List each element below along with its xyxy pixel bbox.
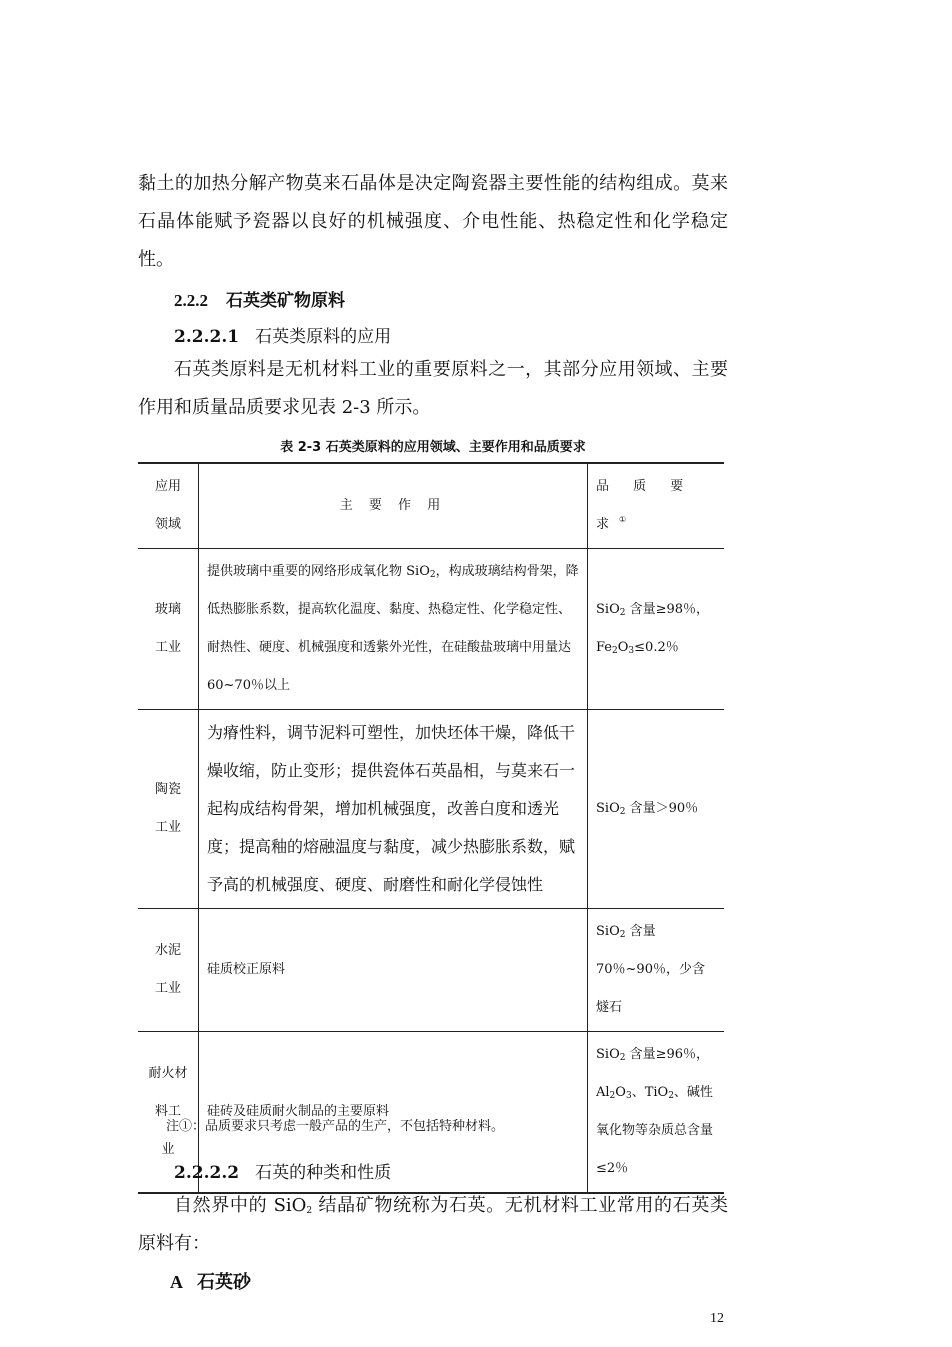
- field-line2: 工业: [154, 640, 181, 655]
- quality-cell: SiO$_2$ 含量＞90％: [588, 710, 725, 909]
- table-footnote: 注①：品质要求只考虑一般产品的生产，不包括特种材料。: [166, 1119, 505, 1134]
- field-cell: [138, 710, 199, 909]
- quality-line: $Fe_2O_3\le 0.2$％: [596, 640, 679, 656]
- section-number: A: [170, 1272, 183, 1292]
- quartz-applications-table: [138, 462, 724, 1194]
- section-title: 石英类矿物原料: [226, 291, 345, 311]
- section-number: 2.2.2.2: [174, 1163, 240, 1183]
- table-header-row: [138, 463, 724, 549]
- section-heading-2-2-2-2: [174, 1158, 391, 1183]
- quality-cell: SiO$_2$ 含量 70％~90％，少含燧石: [588, 909, 725, 1032]
- role-cell: 硅砖及硅质耐火制品的主要原料: [199, 1032, 588, 1194]
- quality-cell: [588, 549, 725, 710]
- quality-line: SiO$_2$ 含量≥96％，: [596, 1047, 710, 1063]
- role-cell: 硅质校正原料: [199, 909, 588, 1032]
- page-number: 12: [710, 1311, 724, 1326]
- field-line1: 耐火材: [148, 1066, 188, 1081]
- field-line1: 陶瓷: [154, 782, 181, 797]
- section-title: 石英类原料的应用: [255, 327, 392, 347]
- section-title: 石英砂: [197, 1272, 251, 1293]
- field-line3: 业: [161, 1142, 175, 1157]
- quality-cell: [588, 1032, 725, 1194]
- subscript: 2: [429, 570, 436, 580]
- header-quality-text: 品 质 要 求: [596, 479, 694, 532]
- subscript: 2: [306, 1206, 313, 1216]
- field-cell: [138, 909, 199, 1032]
- section-title: 石英的种类和性质: [255, 1163, 392, 1183]
- role-text-cont: ，构成玻璃结构骨架，降低热膨胀系数，提高软化温度、黏度、热稳定性、化学稳定性、耐热性、硬度、机械强度和透紫外光性，在硅酸盐玻璃中用量达 60~70％以上: [207, 564, 579, 693]
- header-quality: [588, 463, 725, 549]
- applications-paragraph: 石英类原料是无机材料工业的重要原料之一，其部分应用领域、主要作用和质量品质要求见表 2-3 所示。: [138, 359, 728, 418]
- section-heading-2-2-2: [174, 286, 345, 311]
- section-number: 2.2.2.1: [174, 327, 240, 347]
- field-line1: 玻璃: [154, 602, 181, 617]
- role-cell: 为瘠性料，调节泥料可塑性，加快坯体干燥，降低干燥收缩，防止变形；提供瓷体石英晶相，与莫来石一起构成结构骨架，增加机械强度，改善白度和透光度；提高釉的熔融温度与黏度，减少热膨胀系数，赋予高的机械强度、硬度、耐磨性和耐化学侵蚀性: [199, 710, 588, 909]
- section-number: 2.2.2: [174, 291, 208, 310]
- table-row: [138, 549, 724, 710]
- role-cell: [199, 549, 588, 710]
- section-heading-2-2-2-1: [174, 322, 391, 347]
- field-line2: 工业: [154, 981, 181, 996]
- header-field-line1: 应用: [154, 479, 181, 494]
- header-field-line2: 领域: [154, 517, 181, 532]
- quartz-paragraph: 自然界中的 SiO$_2$ 结晶矿物统称为石英。无机材料工业常用的石英类原料有：: [138, 1195, 728, 1254]
- quality-line: $Al_2O_3$、TiO$_2$、碱性氧化物等杂质总含量≤2％: [596, 1085, 714, 1176]
- role-text: 提供玻璃中重要的网络形成氧化物 SiO: [207, 564, 430, 579]
- intro-paragraph: 黏土的加热分解产物莫来石晶体是决定陶瓷器主要性能的结构组成。莫来石晶体能赋予瓷器以良好的机械强度、介电性能、热稳定性和化学稳定性。: [138, 173, 728, 270]
- table-caption: 表 2-3 石英类原料的应用领域、主要作用和品质要求: [280, 440, 586, 455]
- table-row: [138, 909, 724, 1032]
- table-row: [138, 710, 724, 909]
- header-field: [138, 463, 199, 549]
- field-line2: 料工: [154, 1104, 181, 1119]
- section-heading-A: [170, 1268, 251, 1294]
- header-role: 主 要 作 用: [199, 463, 588, 549]
- quality-line: SiO$_2$ 含量≥98％，: [596, 602, 710, 618]
- footnote-mark: ①: [619, 515, 637, 524]
- field-cell: [138, 549, 199, 710]
- field-line2: 工业: [154, 820, 181, 835]
- field-line1: 水泥: [154, 943, 181, 958]
